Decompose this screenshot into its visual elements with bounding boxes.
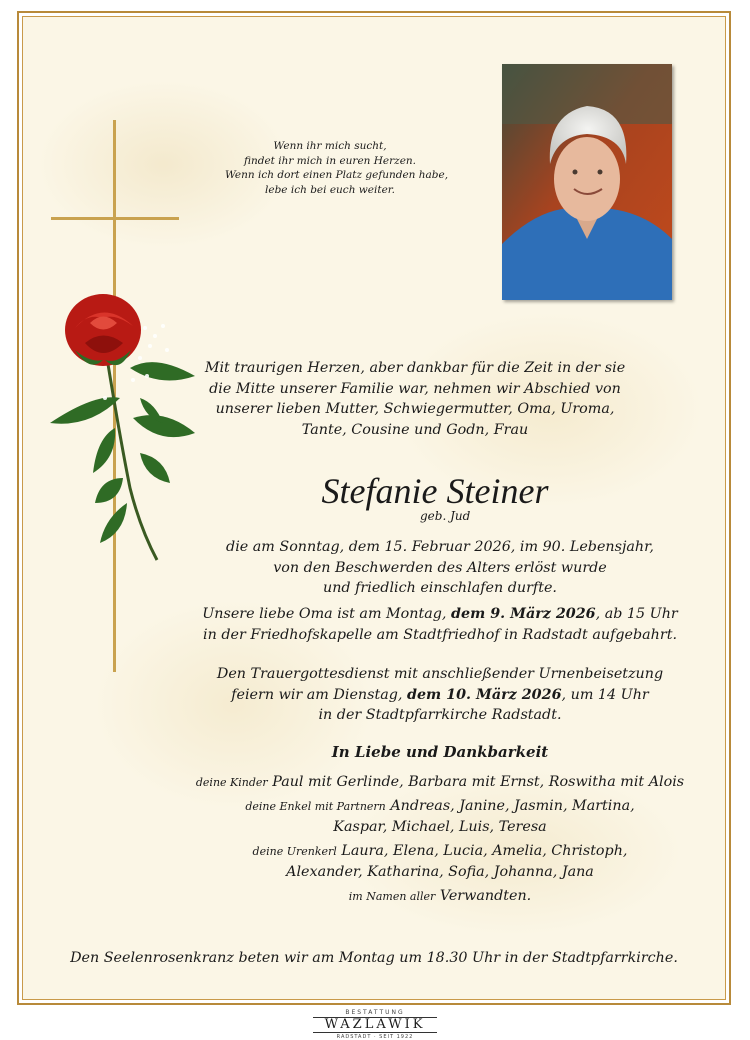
viewing-line-1 [190,604,690,625]
poem-line: findet ihr mich in euren Herzen. [243,154,417,167]
great-grandchildren-line-2: Alexander, Katharina, Sofia, Johanna, Jana [286,864,594,880]
children-prefix: deine Kinder [195,776,268,789]
closing-heading: In Liebe und Dankbarkeit [331,743,549,761]
intro-text [195,358,635,440]
viewing-line-2: in der Friedhofskapelle am Stadtfriedhof in Radstadt aufgebahrt. [203,626,677,643]
rose-icon [45,288,205,568]
service-date: dem 10. März 2026 [406,686,562,703]
poem-line: lebe ich bei euch weiter. [265,183,395,196]
portrait-image [502,64,672,300]
logo-main-text: WAZLAWIK [313,1017,437,1033]
portrait-photo [502,64,672,300]
death-notice [190,537,690,599]
death-notice-line: die am Sonntag, dem 15. Februar 2026, im 90. Lebensjahr, [226,539,654,555]
intro-line: Mit traurigen Herzen, aber dankbar für die Zeit in der sie [204,360,626,376]
poem-line: Wenn ich dort einen Platz gefunden habe, [225,169,449,181]
intro-line: die Mitte unserer Familie war, nehmen wir Abschied von [209,380,621,397]
poem [225,139,449,197]
death-notice-line: und friedlich einschlafen durfte. [323,580,557,596]
great-grandchildren-prefix: deine Urenkerl [252,845,337,858]
service-text: feiern wir am Dienstag, [231,686,407,703]
poem-line: Wenn ihr mich sucht, [273,140,387,152]
service-line-3: in der Stadtpfarrkirche Radstadt. [318,707,562,723]
children-line [190,772,690,793]
service-notice [190,664,690,726]
family-list [190,772,690,907]
intro-line: Tante, Cousine und Godn, Frau [301,421,529,438]
logo-bottom-text: RADSTADT · SEIT 1922 [336,1034,414,1040]
funeral-home-logo [313,1009,437,1040]
grandchildren-prefix: deine Enkel mit Partnern [245,800,386,813]
deceased-name: Stefanie Steiner [321,471,549,511]
service-line-1: Den Trauergottesdienst mit anschließender Urnenbeisetzung [216,666,664,682]
cross-crossbar [51,217,179,220]
great-grandchildren-line [190,841,690,862]
grandchildren-names: Andreas, Janine, Jasmin, Martina, [390,798,635,814]
relatives-text: Verwandten. [439,888,532,904]
logo-top-text: BESTATTUNG [345,1009,405,1016]
viewing-notice [190,604,690,645]
birth-name: geb. Jud [420,509,471,523]
grandchildren-line [190,796,690,817]
children-names: Paul mit Gerlinde, Barbara mit Ernst, Roswitha mit Alois [272,774,685,790]
viewing-text: Unsere liebe Oma ist am Montag, [202,606,452,622]
grandchildren-line-2: Kaspar, Michael, Luis, Teresa [333,819,547,835]
rosary-notice: Den Seelenrosenkranz beten wir am Montag um 18.30 Uhr in der Stadtpfarrkirche. [70,950,678,966]
death-notice-line: von den Beschwerden des Alters erlöst wurde [273,559,607,576]
service-time: , um 14 Uhr [561,686,649,703]
relatives-line [190,886,690,907]
intro-line: unserer lieben Mutter, Schwiegermutter, Oma, Uroma, [215,401,615,417]
great-grandchildren-names: Laura, Elena, Lucia, Amelia, Christoph, [341,843,628,859]
viewing-time: , ab 15 Uhr [595,606,678,622]
relatives-prefix: im Namen aller [348,890,436,903]
service-line-2 [190,685,690,706]
viewing-date: dem 9. März 2026 [451,606,596,622]
